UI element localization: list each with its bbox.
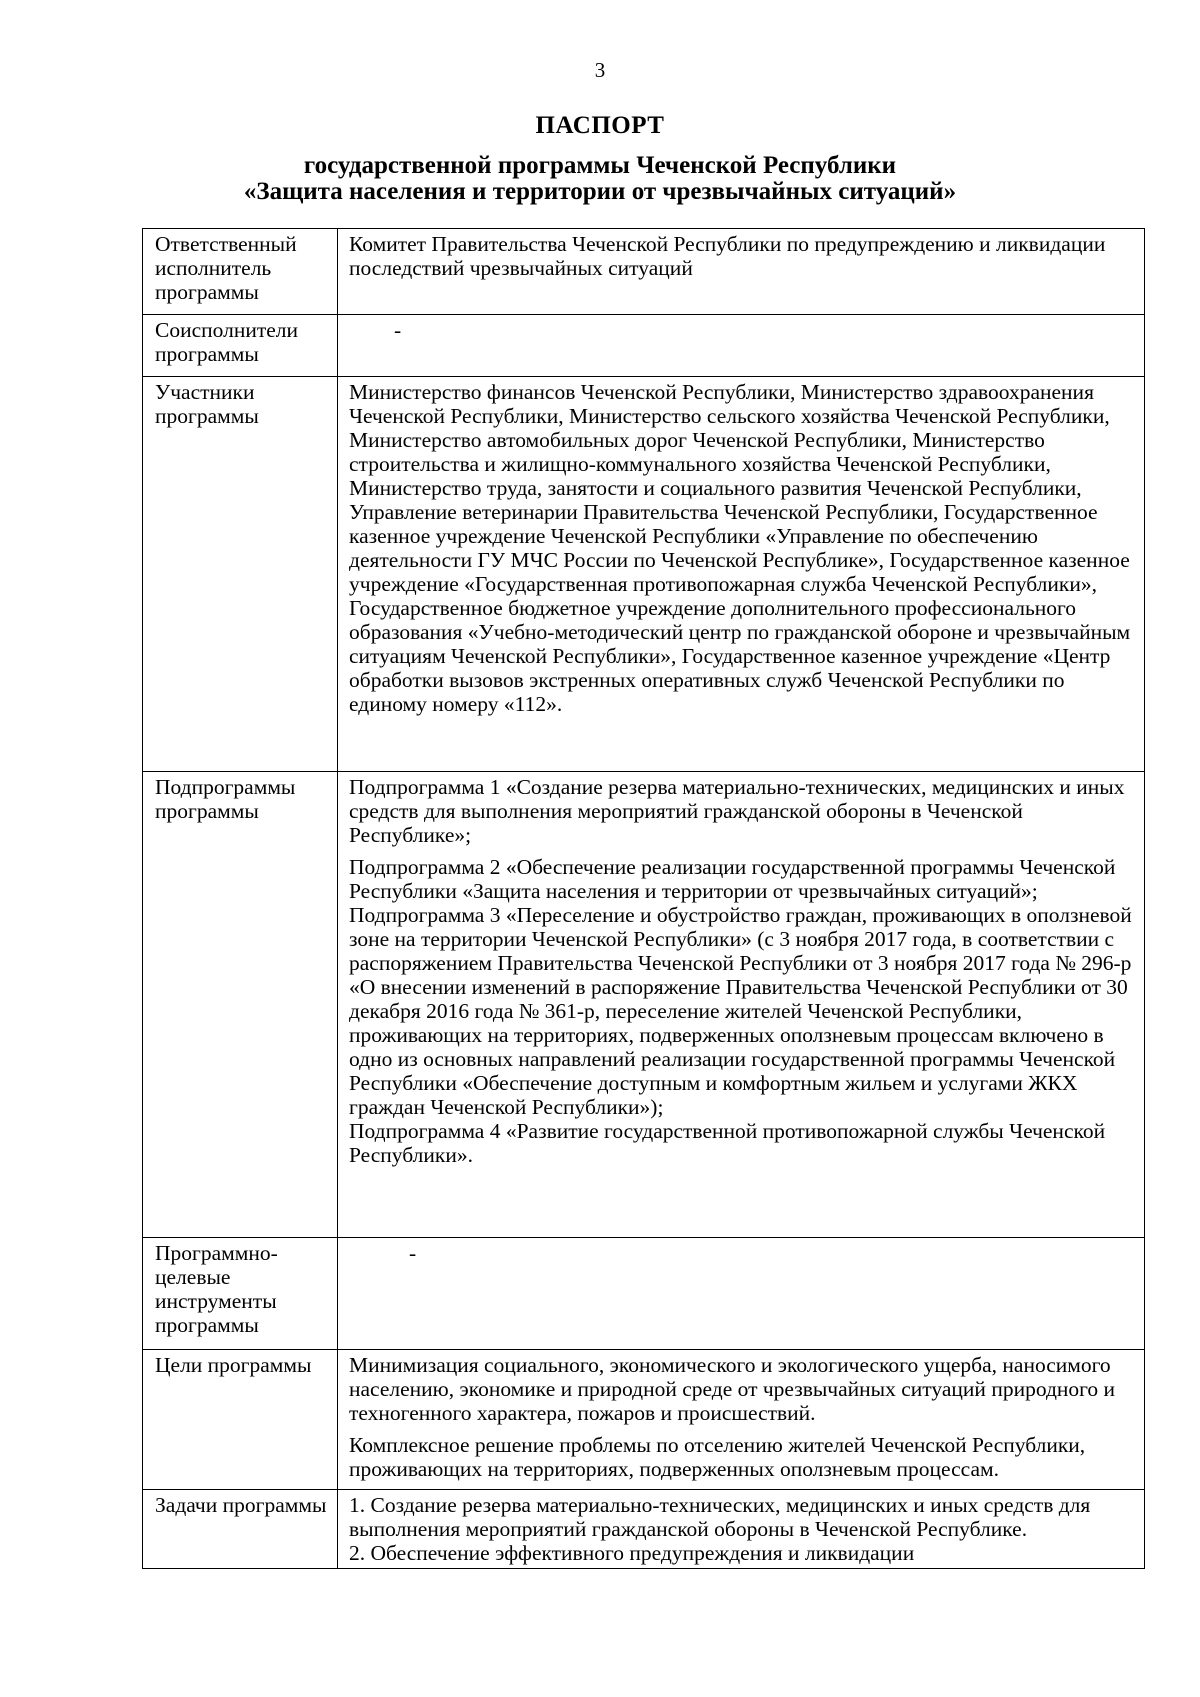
subtitle-line-1: государственной программы Чеченской Республики	[303, 152, 897, 179]
row-content	[338, 1238, 1145, 1350]
row-paragraph: Подпрограмма 3 «Переселение и обустройство граждан, проживающих в оползневой зоне на территории Чеченской Республики» (с 3 ноября 2017 года, в соответствии с распоряжением Правительства Чеченской Республики от 3 ноября 2017 года № 296-р «О внесении изменений в распоряжение Правительства Чеченской Республики от 30 декабря 2016 года № 361-р, переселение жителей Чеченской Республики, проживающих на территориях, подверженных оползневым процессам включено в одно из основных направлений реализации государственной программы Чеченской Республики «Обеспечение доступным и комфортным жильем и услугами ЖКХ граждан Чеченской Республики»);	[349, 903, 1132, 1119]
row-paragraph: Подпрограмма 2 «Обеспечение реализации государственной программы Чеченской Республики «Защита населения и территории от чрезвычайных ситуаций»;	[349, 855, 1116, 903]
empty-dash: -	[409, 1241, 417, 1265]
table-row	[143, 1350, 1145, 1490]
row-content	[338, 1350, 1145, 1490]
table-row	[143, 772, 1145, 1238]
table-row	[143, 377, 1145, 772]
row-paragraph: Минимизация социального, экономического и экологического ущерба, наносимого населению, экономике и природной среде от чрезвычайных ситуаций природного и техногенного характера, пожаров и происшествий.	[349, 1353, 1116, 1425]
row-content	[338, 229, 1145, 315]
empty-dash: -	[394, 318, 402, 342]
row-label: Цели программы	[143, 1350, 338, 1490]
table-row	[143, 1490, 1145, 1569]
row-paragraph: 1. Создание резерва материально-технических, медицинских и иных средств для выполнения мероприятий гражданской обороны в Чеченской Республике.	[349, 1493, 1091, 1541]
subtitle-line-2: «Защита населения и территории от чрезвычайных ситуаций»	[243, 178, 957, 205]
document-subtitle	[0, 153, 1200, 205]
row-content	[338, 772, 1145, 1238]
row-label: Программно-целевые инструменты программы	[143, 1238, 338, 1350]
page-number: 3	[594, 58, 606, 82]
row-content	[338, 377, 1145, 772]
passport-table	[142, 228, 1145, 1569]
table-row	[143, 1238, 1145, 1350]
row-label: Ответственный исполнитель программы	[143, 229, 338, 315]
row-content	[338, 1490, 1145, 1569]
document-title: ПАСПОРТ	[535, 112, 665, 139]
row-label: Участники программы	[143, 377, 338, 772]
row-label: Подпрограммы программы	[143, 772, 338, 1238]
row-label: Соисполнители программы	[143, 315, 338, 377]
row-paragraph: Комплексное решение проблемы по отселению жителей Чеченской Республики, проживающих на территориях, подверженных оползневым процессам.	[349, 1433, 1086, 1481]
table-row	[143, 229, 1145, 315]
table-row	[143, 315, 1145, 377]
row-paragraph: Подпрограмма 4 «Развитие государственной противопожарной службы Чеченской Республики».	[349, 1119, 1106, 1167]
row-paragraph: Подпрограмма 1 «Создание резерва материально-технических, медицинских и иных средств для выполнения мероприятий гражданской обороны в Чеченской Республике»;	[349, 775, 1125, 847]
row-paragraph: Комитет Правительства Чеченской Республики по предупреждению и ликвидации последствий чрезвычайных ситуаций	[349, 232, 1106, 280]
row-content	[338, 315, 1145, 377]
row-label: Задачи программы	[143, 1490, 338, 1569]
row-paragraph: Министерство финансов Чеченской Республики, Министерство здравоохранения Чеченской Республики, Министерство сельского хозяйства Чеченской Республики, Министерство автомобильных дорог Чеченской Республики, Министерство строительства и жилищно-коммунального хозяйства Чеченской Республики, Министерство труда, занятости и социального развития Чеченской Республики, Управление ветеринарии Правительства Чеченской Республики, Государственное казенное учреждение Чеченской Республики «Управление по обеспечению деятельности ГУ МЧС России по Чеченской Республике», Государственное казенное учреждение «Государственная противопожарная служба Чеченской Республики», Государственное бюджетное учреждение дополнительного профессионального образования «Учебно-методический центр по гражданской обороне и чрезвычайным ситуациям Чеченской Республики», Государственное казенное учреждение «Центр обработки вызовов экстренных оперативных служб Чеченской Республики по единому номеру «112».	[349, 380, 1131, 716]
row-paragraph: 2. Обеспечение эффективного предупреждения и ликвидации	[349, 1541, 915, 1565]
